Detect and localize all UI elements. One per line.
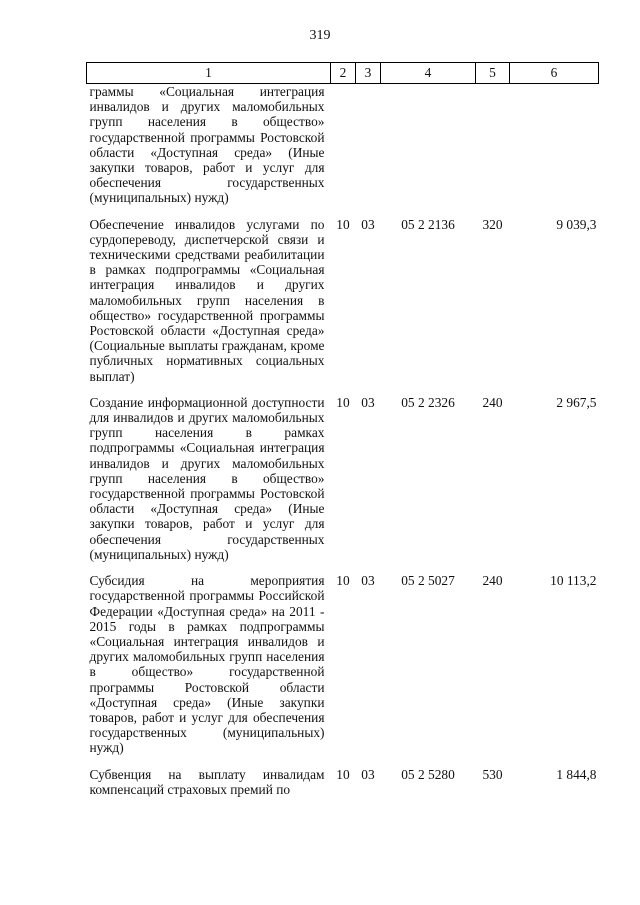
row-section: 10 [336,766,350,782]
column-header-6: 6 [510,63,599,84]
row-section: 10 [336,394,350,410]
row-section: 10 [336,216,350,232]
table-row [87,395,599,573]
row-description: Субсидия на мероприятия государственной программы Российской Федерации «Доступная среда» на 2011 - 2015 годы в рамках подпрограммы «Социальная интеграция инвалидов и других маломобильных групп населения в общество» государственной программы Ростовской области «Доступная среда» (Иные закупки товаров, работ и услуг для обеспечения государственных (муниципальных) нужд) [89,573,325,756]
column-header-5: 5 [476,63,510,84]
column-header-3: 3 [356,63,381,84]
row-target-article: 05 2 2136 [401,216,455,232]
page-number: 319 [309,28,331,43]
table-header [87,63,599,84]
row-description: Обеспечение инвалидов услугами по сурдопереводу, диспетчерской связи и техническими средствами реабилитации в рамках подпрограммы «Социальная интеграция инвалидов и других маломобильных групп населения в общество» государственной программы Ростовской области «Доступная среда» (Социальные выплаты гражданам, кроме публичных нормативных социальных выплат) [89,216,325,384]
row-target-article: 05 2 5027 [401,573,455,589]
row-target-article: 05 2 2326 [401,394,455,410]
row-amount: 9 039,3 [556,216,597,232]
row-expense-type: 530 [482,766,503,782]
column-header-2: 2 [331,63,356,84]
table-row [87,84,599,217]
row-amount: 1 844,8 [556,766,597,782]
row-description: граммы «Социальная интеграция инвалидов и других маломобильных групп населения в общество» государственной программы Ростовской области «Доступная среда» (Иные закупки товаров, работ и услуг для обеспечения государственных (муниципальных) нужд) [89,84,325,206]
table-row [87,573,599,766]
table-body [87,84,599,797]
row-target-article: 05 2 5280 [401,766,455,782]
row-section: 10 [336,573,350,589]
row-subsection [356,84,381,217]
row-amount: 2 967,5 [556,394,597,410]
column-header-1: 1 [87,63,331,84]
row-subsection: 03 [361,216,375,232]
row-target-article [381,84,476,217]
row-expense-type: 240 [482,394,503,410]
column-header-4: 4 [381,63,476,84]
row-subsection: 03 [361,394,375,410]
row-description: Субвенция на выплату инвалидам компенсаций страховых премий по [89,766,325,797]
budget-table [86,62,599,797]
row-expense-type [476,84,510,217]
row-section [331,84,356,217]
row-subsection: 03 [361,766,375,782]
row-expense-type: 240 [482,573,503,589]
row-amount [510,84,599,217]
table-row [87,767,599,797]
row-expense-type: 320 [482,216,503,232]
table-row [87,217,599,395]
row-amount: 10 113,2 [550,573,597,589]
row-subsection: 03 [361,573,375,589]
row-description: Создание информационной доступности для инвалидов и других маломобильных групп населения в рамках подпрограммы «Социальная интеграция инвалидов и других маломобильных групп населения в общество» государственной программы Ростовской области «Доступная среда» (Иные закупки товаров, работ и услуг для обеспечения государственных (муниципальных) нужд) [89,394,325,562]
